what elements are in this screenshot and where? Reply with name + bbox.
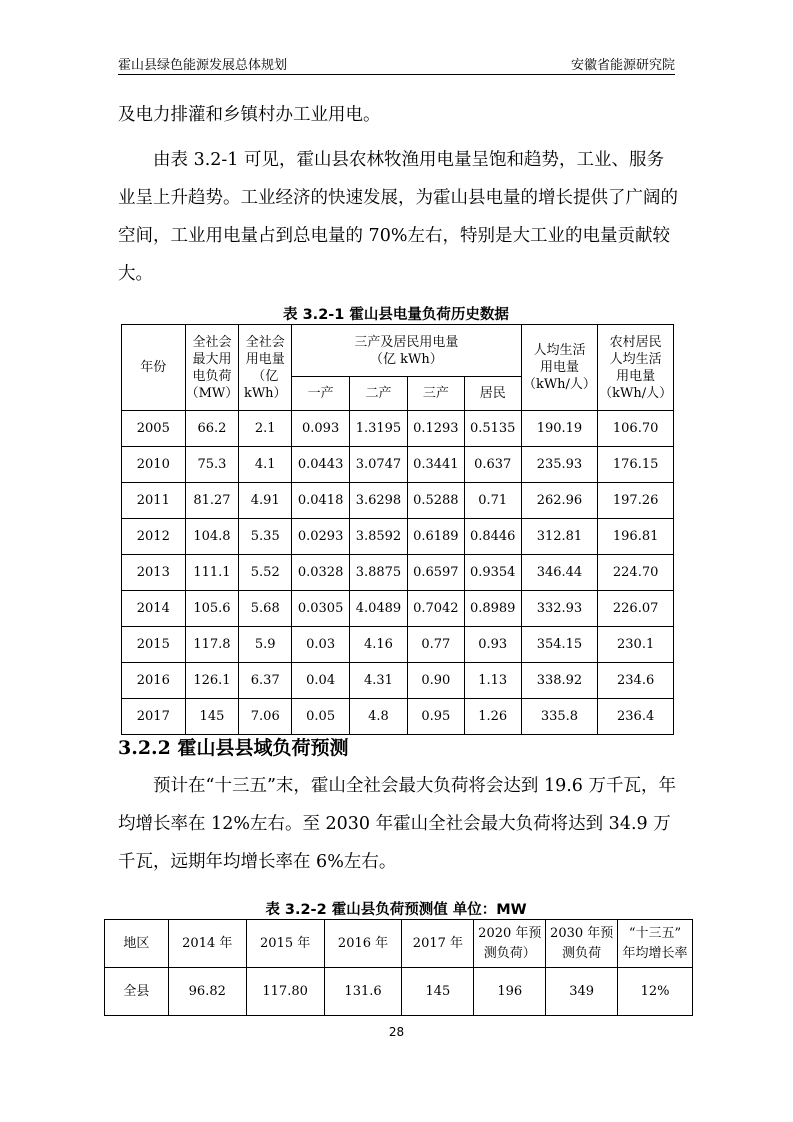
paragraph-2: 由表 3.2-1 可见，霍山县农林牧渔用电量呈饱和趋势，工业、服务业呈上升趋势。工业经济的快速发展，为霍山县电量的增长提供了广阔的空间，工业用电量占到总电量的 70%左右，特别是大工业的电量贡献较大。	[118, 150, 678, 284]
table-cell: 75.3	[185, 447, 239, 483]
table-cell: 4.1	[239, 447, 292, 483]
table-cell: 105.6	[185, 591, 239, 627]
table-cell: 5.9	[239, 627, 292, 663]
table-cell: 0.95	[407, 699, 464, 735]
table-cell: 0.0293	[292, 519, 350, 555]
table-cell: 0.05	[292, 699, 350, 735]
header-resident: 居民	[464, 377, 521, 411]
table-cell: 224.70	[598, 555, 674, 591]
table-cell: 1.26	[464, 699, 521, 735]
column-header: 2016 年	[324, 920, 402, 968]
table-cell: 2005	[122, 411, 186, 447]
table-cell: 0.93	[464, 627, 521, 663]
header-organization: 安徽省能源研究院	[570, 58, 675, 73]
history-data-table	[121, 324, 674, 735]
table-cell: 4.31	[350, 663, 408, 699]
page-header	[118, 50, 675, 75]
header-year: 年份	[122, 325, 186, 411]
table-cell: 0.8446	[464, 519, 521, 555]
table-cell: 349	[546, 968, 618, 1016]
header-tertiary: 三产	[407, 377, 464, 411]
table-cell: 4.91	[239, 483, 292, 519]
table-cell: 0.5288	[407, 483, 464, 519]
table-row	[122, 663, 674, 699]
table-cell: 3.8592	[350, 519, 408, 555]
header-secondary: 二产	[350, 377, 408, 411]
table-cell: 0.3441	[407, 447, 464, 483]
header-sector-group: 三产及居民用电量 （亿 kWh）	[292, 325, 521, 377]
table-row	[122, 555, 674, 591]
table-cell: 2014	[122, 591, 186, 627]
table-cell: 126.1	[185, 663, 239, 699]
table-cell: 2017	[122, 699, 186, 735]
table-cell: 0.637	[464, 447, 521, 483]
column-header: 2017 年	[402, 920, 474, 968]
table-cell: 312.81	[521, 519, 598, 555]
table-cell: 0.04	[292, 663, 350, 699]
table-cell: 196.81	[598, 519, 674, 555]
table-cell: 2015	[122, 627, 186, 663]
table-cell: 2011	[122, 483, 186, 519]
table-cell: 2.1	[239, 411, 292, 447]
table-cell: 12%	[618, 968, 693, 1016]
table-row	[105, 968, 693, 1016]
header-max-load: 全社会 最大用 电负荷 （MW）	[185, 325, 239, 411]
paragraph-3: 预计在“十三五”末，霍山全社会最大负荷将会达到 19.6 万千瓦，年均增长率在 12%左右。至 2030 年霍山全社会最大负荷将达到 34.9 万千瓦，远期年均增长率在 6%左右。	[118, 776, 676, 872]
table-cell: 234.6	[598, 663, 674, 699]
table-cell: 236.4	[598, 699, 674, 735]
column-header: 地区	[105, 920, 169, 968]
table-cell: 0.0443	[292, 447, 350, 483]
table-cell: 4.16	[350, 627, 408, 663]
table-cell: 96.82	[168, 968, 246, 1016]
header-document-title: 霍山县绿色能源发展总体规划	[118, 58, 288, 73]
table-cell: 0.5135	[464, 411, 521, 447]
table-cell: 5.52	[239, 555, 292, 591]
header-primary: 一产	[292, 377, 350, 411]
table-cell: 145	[185, 699, 239, 735]
table-row	[122, 627, 674, 663]
table-cell: 81.27	[185, 483, 239, 519]
table-cell: 0.1293	[407, 411, 464, 447]
table-row	[122, 447, 674, 483]
table-cell: 0.9354	[464, 555, 521, 591]
table-cell: 2012	[122, 519, 186, 555]
table-cell: 230.1	[598, 627, 674, 663]
table-cell: 2016	[122, 663, 186, 699]
column-header: 2030 年预 测负荷	[546, 920, 618, 968]
table-cell: 1.3195	[350, 411, 408, 447]
table-cell: 3.8875	[350, 555, 408, 591]
table-cell: 2013	[122, 555, 186, 591]
table-cell: 0.0305	[292, 591, 350, 627]
table-cell: 196	[474, 968, 546, 1016]
table-cell: 346.44	[521, 555, 598, 591]
table1-caption: 表 3.2-1 霍山县电量负荷历史数据	[283, 307, 509, 323]
table-cell: 0.6189	[407, 519, 464, 555]
table-row	[122, 591, 674, 627]
table-cell: 111.1	[185, 555, 239, 591]
table-cell: 332.93	[521, 591, 598, 627]
table-cell: 4.8	[350, 699, 408, 735]
table-row	[122, 519, 674, 555]
column-header: 2020 年预 测负荷）	[474, 920, 546, 968]
table-cell: 226.07	[598, 591, 674, 627]
table-cell: 0.7042	[407, 591, 464, 627]
table-cell: 0.0328	[292, 555, 350, 591]
table-cell: 5.35	[239, 519, 292, 555]
table-cell: 全县	[105, 968, 169, 1016]
table-cell: 0.8989	[464, 591, 521, 627]
table2-caption: 表 3.2-2 霍山县负荷预测值 单位：MW	[265, 902, 527, 918]
table-cell: 117.80	[246, 968, 324, 1016]
table-cell: 6.37	[239, 663, 292, 699]
table-cell: 197.26	[598, 483, 674, 519]
table-cell: 0.71	[464, 483, 521, 519]
table-row	[122, 699, 674, 735]
table-cell: 1.13	[464, 663, 521, 699]
column-header: “十三五” 年均增长率	[618, 920, 693, 968]
table-cell: 145	[402, 968, 474, 1016]
column-header: 2014 年	[168, 920, 246, 968]
header-per-capita: 人均生活 用电量 （kWh/人）	[521, 325, 598, 411]
table-cell: 66.2	[185, 411, 239, 447]
table-row	[122, 411, 674, 447]
table-cell: 7.06	[239, 699, 292, 735]
table-header-row	[105, 920, 693, 968]
table-cell: 0.0418	[292, 483, 350, 519]
table-row	[122, 483, 674, 519]
table-cell: 0.77	[407, 627, 464, 663]
page-number: 28	[388, 1025, 405, 1039]
table-cell: 131.6	[324, 968, 402, 1016]
table-cell: 2010	[122, 447, 186, 483]
table-cell: 235.93	[521, 447, 598, 483]
header-total-energy: 全社会 用电量 （亿 kWh）	[239, 325, 292, 411]
table-cell: 190.19	[521, 411, 598, 447]
table-cell: 0.093	[292, 411, 350, 447]
column-header: 2015 年	[246, 920, 324, 968]
table-cell: 0.90	[407, 663, 464, 699]
table-cell: 3.6298	[350, 483, 408, 519]
table-cell: 104.8	[185, 519, 239, 555]
table-cell: 335.8	[521, 699, 598, 735]
table-cell: 0.6597	[407, 555, 464, 591]
header-rural-per-capita: 农村居民 人均生活 用电量 （kWh/人）	[598, 325, 674, 411]
table-cell: 4.0489	[350, 591, 408, 627]
table-cell: 117.8	[185, 627, 239, 663]
table-cell: 106.70	[598, 411, 674, 447]
load-forecast-table	[104, 919, 693, 1016]
paragraph-1: 及电力排灌和乡镇村办工业用电。	[118, 105, 381, 125]
section-heading: 3.2.2 霍山县县域负荷预测	[118, 737, 349, 759]
table-cell: 176.15	[598, 447, 674, 483]
table-cell: 354.15	[521, 627, 598, 663]
table-cell: 262.96	[521, 483, 598, 519]
table-cell: 338.92	[521, 663, 598, 699]
table-cell: 3.0747	[350, 447, 408, 483]
table-cell: 0.03	[292, 627, 350, 663]
table-cell: 5.68	[239, 591, 292, 627]
